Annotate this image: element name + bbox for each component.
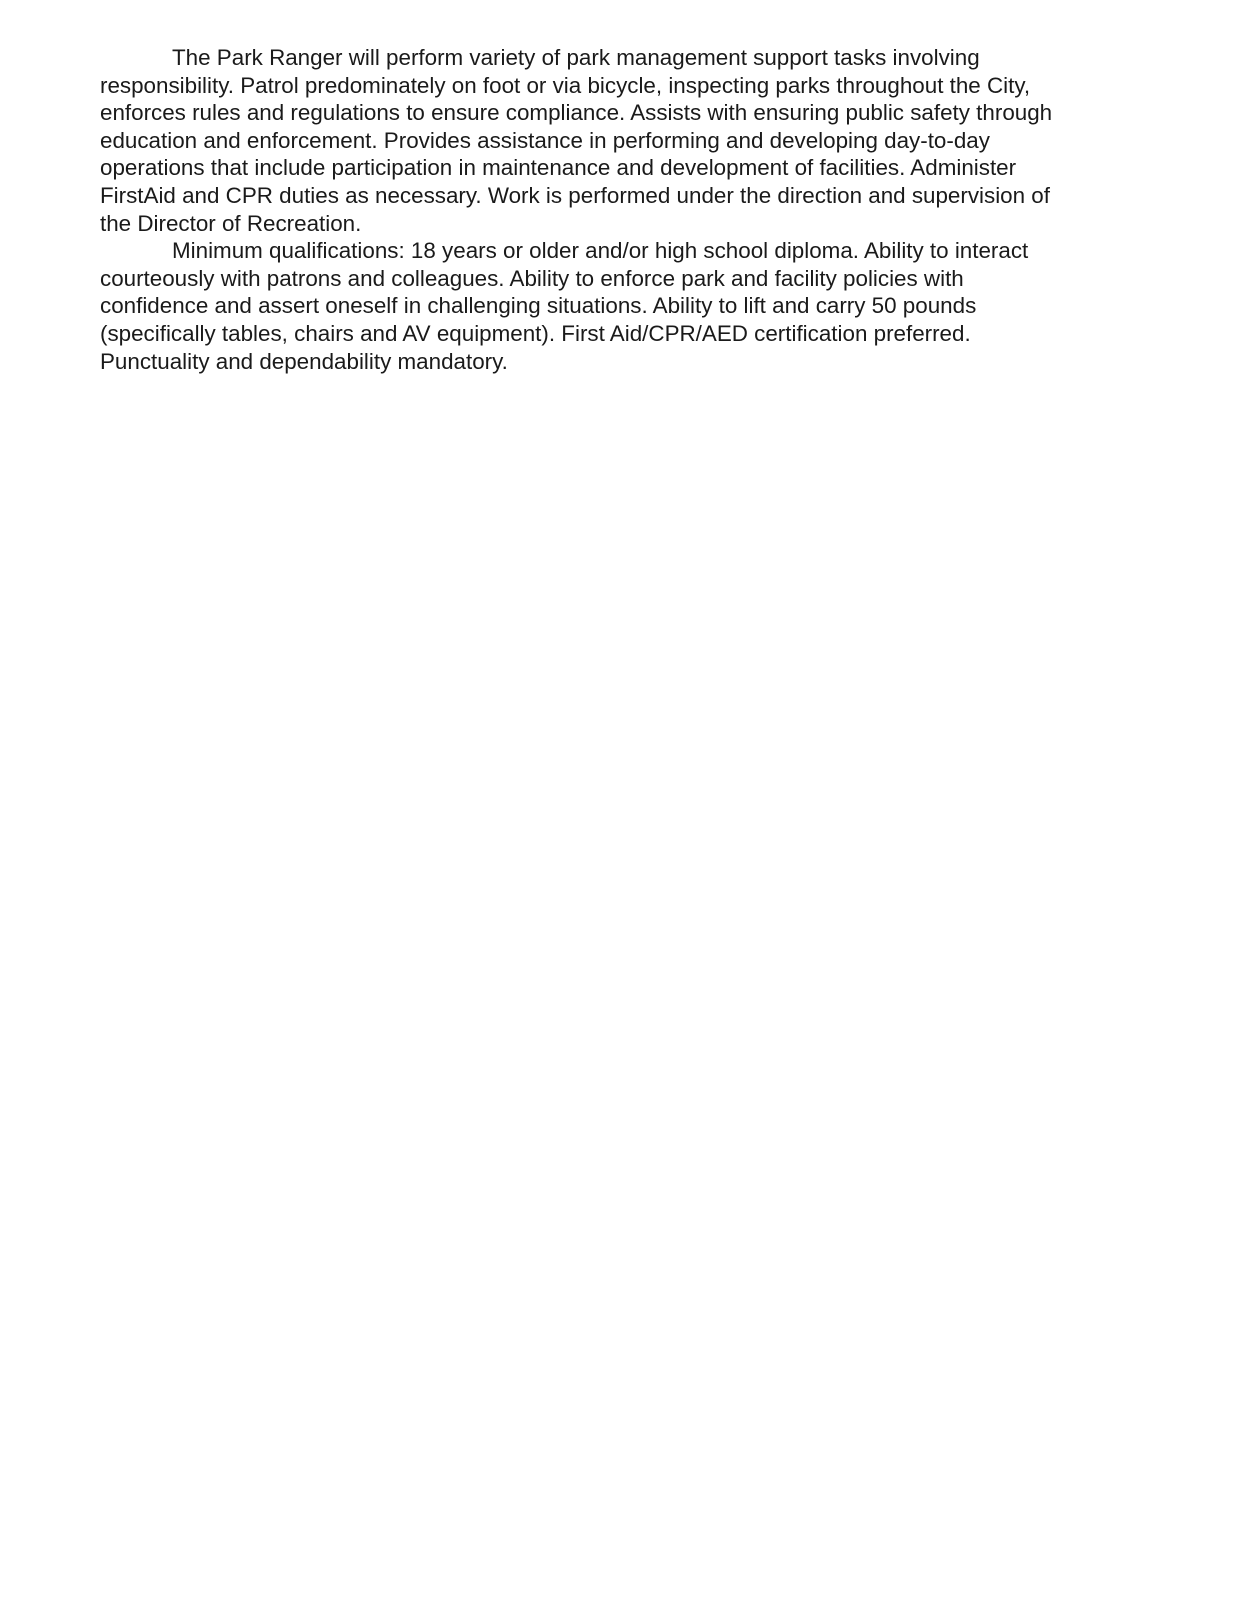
qualifications-paragraph — [100, 237, 1140, 375]
job-description-paragraph — [100, 44, 1140, 237]
text-line: enforces rules and regulations to ensure compliance. Assists with ensuring public safety through — [100, 100, 1053, 126]
document-body — [100, 44, 1140, 375]
text-line: Minimum qualifications: 18 years or older and/or high school diploma. Ability to interact — [172, 238, 1029, 264]
text-line: responsibility. Patrol predominately on foot or via bicycle, inspecting parks throughout the City, — [100, 72, 1031, 98]
text-line: operations that include participation in maintenance and development of facilities. Administer — [100, 155, 1017, 181]
text-line: FirstAid and CPR duties as necessary. Work is performed under the direction and supervision of — [100, 182, 1050, 208]
text-line: (specifically tables, chairs and AV equipment). First Aid/CPR/AED certification preferred. — [100, 320, 971, 346]
text-line: courteously with patrons and colleagues. Ability to enforce park and facility policies with — [100, 265, 964, 291]
text-line: the Director of Recreation. — [100, 210, 362, 236]
text-line: education and enforcement. Provides assistance in performing and developing day-to-day — [100, 127, 990, 153]
text-line: confidence and assert oneself in challenging situations. Ability to lift and carry 50 pounds — [100, 293, 977, 319]
text-line: Punctuality and dependability mandatory. — [100, 348, 508, 374]
text-line: The Park Ranger will perform variety of park management support tasks involving — [172, 45, 980, 70]
